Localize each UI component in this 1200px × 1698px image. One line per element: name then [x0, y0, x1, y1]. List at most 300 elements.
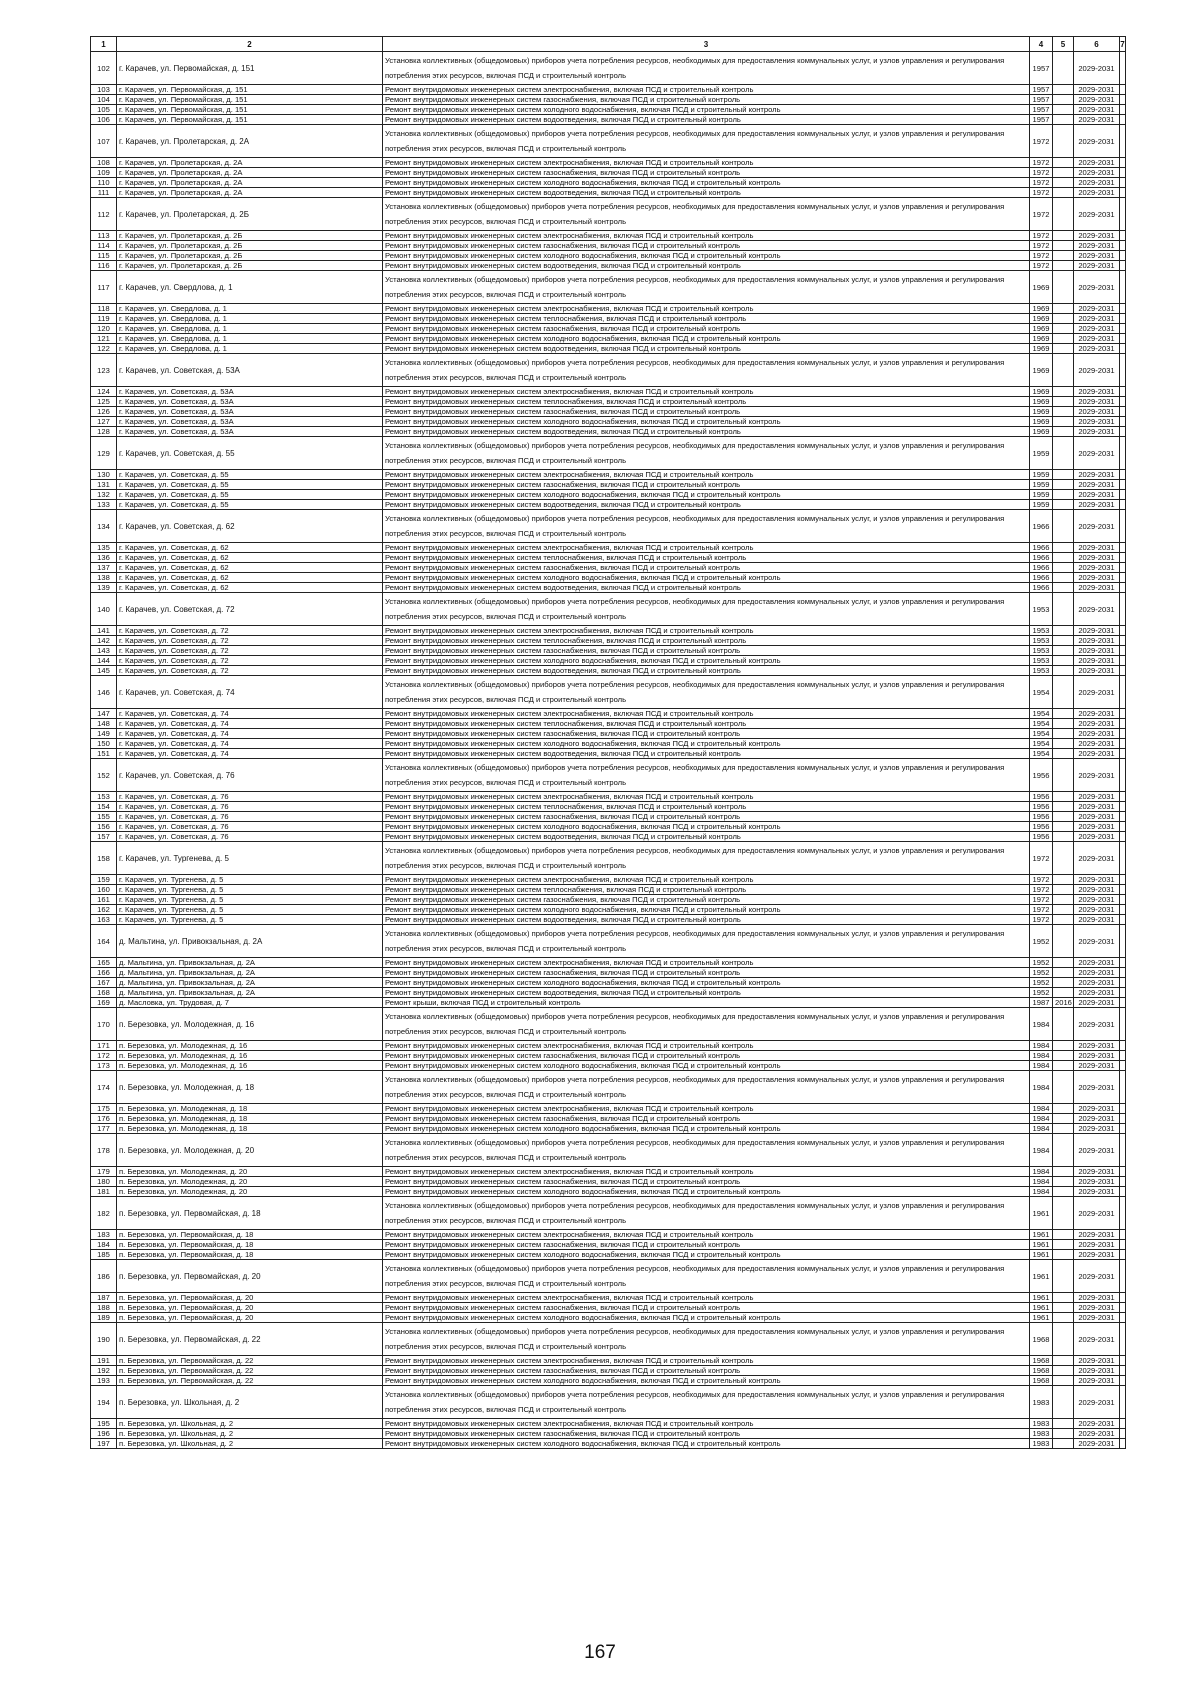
build-year-cell: 1968: [1030, 1356, 1053, 1366]
last-repair-year-cell: [1053, 1008, 1074, 1041]
build-year-cell: 1956: [1030, 802, 1053, 812]
address-cell: г. Карачев, ул. Советская, д. 76: [117, 759, 383, 792]
work-type-cell: Ремонт внутридомовых инженерных систем газоснабжения, включая ПСД и строительный контроль: [383, 1240, 1030, 1250]
row-number: 142: [91, 636, 117, 646]
build-year-cell: 1984: [1030, 1187, 1053, 1197]
empty-cell: [1120, 115, 1126, 125]
build-year-cell: 1961: [1030, 1197, 1053, 1230]
planned-period-cell: 2029-2031: [1074, 832, 1120, 842]
build-year-cell: 1959: [1030, 470, 1053, 480]
build-year-cell: 1969: [1030, 344, 1053, 354]
empty-cell: [1120, 1260, 1126, 1293]
work-type-cell: Ремонт внутридомовых инженерных систем водоотведения, включая ПСД и строительный контроль: [383, 666, 1030, 676]
work-type-cell: Ремонт внутридомовых инженерных систем водоотведения, включая ПСД и строительный контроль: [383, 188, 1030, 198]
table-row: [91, 387, 1126, 397]
address-cell: г. Карачев, ул. Советская, д. 53А: [117, 407, 383, 417]
table-row: [91, 251, 1126, 261]
build-year-cell: 1954: [1030, 749, 1053, 759]
last-repair-year-cell: [1053, 968, 1074, 978]
work-type-cell: Ремонт внутридомовых инженерных систем водоотведения, включая ПСД и строительный контроль: [383, 261, 1030, 271]
empty-cell: [1120, 271, 1126, 304]
table-row: [91, 636, 1126, 646]
empty-cell: [1120, 1230, 1126, 1240]
work-type-cell: Ремонт внутридомовых инженерных систем теплоснабжения, включая ПСД и строительный контроль: [383, 719, 1030, 729]
last-repair-year-cell: [1053, 344, 1074, 354]
empty-cell: [1120, 417, 1126, 427]
last-repair-year-cell: [1053, 324, 1074, 334]
address-cell: г. Карачев, ул. Свердлова, д. 1: [117, 304, 383, 314]
empty-cell: [1120, 1177, 1126, 1187]
work-type-cell: Ремонт внутридомовых инженерных систем теплоснабжения, включая ПСД и строительный контроль: [383, 802, 1030, 812]
planned-period-cell: 2029-2031: [1074, 85, 1120, 95]
last-repair-year-cell: [1053, 304, 1074, 314]
column-number-4: 4: [1030, 37, 1053, 52]
table-row: [91, 178, 1126, 188]
work-type-cell: Ремонт внутридомовых инженерных систем холодного водоснабжения, включая ПСД и строительный контроль: [383, 1250, 1030, 1260]
build-year-cell: 1984: [1030, 1114, 1053, 1124]
address-cell: г. Карачев, ул. Пролетарская, д. 2А: [117, 125, 383, 158]
empty-cell: [1120, 397, 1126, 407]
planned-period-cell: 2029-2031: [1074, 759, 1120, 792]
planned-period-cell: 2029-2031: [1074, 427, 1120, 437]
address-cell: г. Карачев, ул. Советская, д. 53А: [117, 387, 383, 397]
build-year-cell: 1984: [1030, 1104, 1053, 1114]
work-type-cell: Установка коллективных (общедомовых) приборов учета потребления ресурсов, необходимых для предоставления коммунальных услуг, и узлов управления и регулирования потребления этих ресурсов, включая ПСД и строительный контроль: [383, 1386, 1030, 1419]
address-cell: п. Березовка, ул. Молодежная, д. 20: [117, 1177, 383, 1187]
build-year-cell: 1952: [1030, 958, 1053, 968]
empty-cell: [1120, 344, 1126, 354]
work-type-cell: Ремонт внутридомовых инженерных систем холодного водоснабжения, включая ПСД и строительный контроль: [383, 1124, 1030, 1134]
empty-cell: [1120, 1187, 1126, 1197]
row-number: 127: [91, 417, 117, 427]
capital-repair-table: [90, 36, 1126, 1449]
row-number: 182: [91, 1197, 117, 1230]
work-type-cell: Установка коллективных (общедомовых) приборов учета потребления ресурсов, необходимых для предоставления коммунальных услуг, и узлов управления и регулирования потребления этих ресурсов, включая ПСД и строительный контроль: [383, 271, 1030, 304]
address-cell: г. Карачев, ул. Советская, д. 72: [117, 646, 383, 656]
planned-period-cell: 2029-2031: [1074, 988, 1120, 998]
address-cell: г. Карачев, ул. Советская, д. 62: [117, 543, 383, 553]
work-type-cell: Ремонт внутридомовых инженерных систем электроснабжения, включая ПСД и строительный контроль: [383, 543, 1030, 553]
work-type-cell: Установка коллективных (общедомовых) приборов учета потребления ресурсов, необходимых для предоставления коммунальных услуг, и узлов управления и регулирования потребления этих ресурсов, включая ПСД и строительный контроль: [383, 437, 1030, 470]
address-cell: г. Карачев, ул. Советская, д. 72: [117, 656, 383, 666]
empty-cell: [1120, 198, 1126, 231]
table-row: [91, 1124, 1126, 1134]
row-number: 175: [91, 1104, 117, 1114]
work-type-cell: Ремонт внутридомовых инженерных систем газоснабжения, включая ПСД и строительный контроль: [383, 1366, 1030, 1376]
last-repair-year-cell: [1053, 978, 1074, 988]
last-repair-year-cell: [1053, 792, 1074, 802]
table-row: [91, 510, 1126, 543]
last-repair-year-cell: [1053, 1134, 1074, 1167]
address-cell: г. Карачев, ул. Пролетарская, д. 2А: [117, 188, 383, 198]
table-row: [91, 1167, 1126, 1177]
planned-period-cell: 2029-2031: [1074, 573, 1120, 583]
build-year-cell: 1969: [1030, 314, 1053, 324]
build-year-cell: 1966: [1030, 543, 1053, 553]
last-repair-year-cell: [1053, 105, 1074, 115]
planned-period-cell: 2029-2031: [1074, 1366, 1120, 1376]
planned-period-cell: 2029-2031: [1074, 188, 1120, 198]
address-cell: п. Березовка, ул. Молодежная, д. 16: [117, 1061, 383, 1071]
work-type-cell: Ремонт внутридомовых инженерных систем холодного водоснабжения, включая ПСД и строительный контроль: [383, 417, 1030, 427]
empty-cell: [1120, 105, 1126, 115]
build-year-cell: 1966: [1030, 563, 1053, 573]
address-cell: г. Карачев, ул. Советская, д. 76: [117, 792, 383, 802]
table-row: [91, 1230, 1126, 1240]
last-repair-year-cell: [1053, 1303, 1074, 1313]
last-repair-year-cell: [1053, 397, 1074, 407]
table-row: [91, 1419, 1126, 1429]
table-row: [91, 1260, 1126, 1293]
address-cell: п. Березовка, ул. Первомайская, д. 22: [117, 1323, 383, 1356]
planned-period-cell: 2029-2031: [1074, 1419, 1120, 1429]
planned-period-cell: 2029-2031: [1074, 1041, 1120, 1051]
table-row: [91, 978, 1126, 988]
planned-period-cell: 2029-2031: [1074, 1167, 1120, 1177]
work-type-cell: Установка коллективных (общедомовых) приборов учета потребления ресурсов, необходимых для предоставления коммунальных услуг, и узлов управления и регулирования потребления этих ресурсов, включая ПСД и строительный контроль: [383, 125, 1030, 158]
build-year-cell: 1972: [1030, 885, 1053, 895]
table-row: [91, 749, 1126, 759]
last-repair-year-cell: [1053, 314, 1074, 324]
row-number: 169: [91, 998, 117, 1008]
row-number: 146: [91, 676, 117, 709]
build-year-cell: 1961: [1030, 1250, 1053, 1260]
build-year-cell: 1953: [1030, 656, 1053, 666]
last-repair-year-cell: [1053, 198, 1074, 231]
planned-period-cell: 2029-2031: [1074, 1051, 1120, 1061]
work-type-cell: Ремонт внутридомовых инженерных систем холодного водоснабжения, включая ПСД и строительный контроль: [383, 1187, 1030, 1197]
build-year-cell: 1972: [1030, 231, 1053, 241]
table-row: [91, 792, 1126, 802]
build-year-cell: 1966: [1030, 553, 1053, 563]
last-repair-year-cell: [1053, 178, 1074, 188]
empty-cell: [1120, 1197, 1126, 1230]
build-year-cell: 1983: [1030, 1429, 1053, 1439]
last-repair-year-cell: [1053, 885, 1074, 895]
work-type-cell: Ремонт внутридомовых инженерных систем теплоснабжения, включая ПСД и строительный контроль: [383, 314, 1030, 324]
table-row: [91, 1439, 1126, 1449]
row-number: 134: [91, 510, 117, 543]
work-type-cell: Ремонт внутридомовых инженерных систем холодного водоснабжения, включая ПСД и строительный контроль: [383, 1313, 1030, 1323]
table-row: [91, 271, 1126, 304]
planned-period-cell: 2029-2031: [1074, 719, 1120, 729]
row-number: 114: [91, 241, 117, 251]
row-number: 125: [91, 397, 117, 407]
table-row: [91, 915, 1126, 925]
address-cell: г. Карачев, ул. Свердлова, д. 1: [117, 334, 383, 344]
work-type-cell: Ремонт внутридомовых инженерных систем холодного водоснабжения, включая ПСД и строительный контроль: [383, 739, 1030, 749]
work-type-cell: Ремонт внутридомовых инженерных систем газоснабжения, включая ПСД и строительный контроль: [383, 480, 1030, 490]
address-cell: г. Карачев, ул. Свердлова, д. 1: [117, 324, 383, 334]
table-row: [91, 1313, 1126, 1323]
work-type-cell: Ремонт внутридомовых инженерных систем электроснабжения, включая ПСД и строительный контроль: [383, 304, 1030, 314]
empty-cell: [1120, 822, 1126, 832]
row-number: 140: [91, 593, 117, 626]
address-cell: п. Березовка, ул. Первомайская, д. 18: [117, 1230, 383, 1240]
planned-period-cell: 2029-2031: [1074, 115, 1120, 125]
build-year-cell: 1954: [1030, 729, 1053, 739]
table-row: [91, 1197, 1126, 1230]
table-row: [91, 52, 1126, 85]
planned-period-cell: 2029-2031: [1074, 905, 1120, 915]
build-year-cell: 1961: [1030, 1313, 1053, 1323]
table-row: [91, 875, 1126, 885]
address-cell: п. Березовка, ул. Молодежная, д. 16: [117, 1008, 383, 1041]
address-cell: д. Мальтина, ул. Привокзальная, д. 2А: [117, 958, 383, 968]
work-type-cell: Ремонт внутридомовых инженерных систем водоотведения, включая ПСД и строительный контроль: [383, 344, 1030, 354]
table-row: [91, 543, 1126, 553]
row-number: 155: [91, 812, 117, 822]
work-type-cell: Установка коллективных (общедомовых) приборов учета потребления ресурсов, необходимых для предоставления коммунальных услуг, и узлов управления и регулирования потребления этих ресурсов, включая ПСД и строительный контроль: [383, 1260, 1030, 1293]
table-row: [91, 1071, 1126, 1104]
row-number: 180: [91, 1177, 117, 1187]
row-number: 193: [91, 1376, 117, 1386]
build-year-cell: 1959: [1030, 500, 1053, 510]
row-number: 126: [91, 407, 117, 417]
empty-cell: [1120, 1134, 1126, 1167]
table-row: [91, 314, 1126, 324]
last-repair-year-cell: [1053, 656, 1074, 666]
table-row: [91, 324, 1126, 334]
build-year-cell: 1961: [1030, 1260, 1053, 1293]
last-repair-year-cell: [1053, 1187, 1074, 1197]
planned-period-cell: 2029-2031: [1074, 1008, 1120, 1041]
table-row: [91, 998, 1126, 1008]
last-repair-year-cell: [1053, 646, 1074, 656]
build-year-cell: 1966: [1030, 573, 1053, 583]
table-row: [91, 1240, 1126, 1250]
planned-period-cell: 2029-2031: [1074, 437, 1120, 470]
column-number-7: 7: [1120, 37, 1126, 52]
row-number: 117: [91, 271, 117, 304]
planned-period-cell: 2029-2031: [1074, 500, 1120, 510]
table-row: [91, 1293, 1126, 1303]
address-cell: п. Березовка, ул. Первомайская, д. 20: [117, 1313, 383, 1323]
table-row: [91, 583, 1126, 593]
work-type-cell: Ремонт внутридомовых инженерных систем холодного водоснабжения, включая ПСД и строительный контроль: [383, 573, 1030, 583]
address-cell: п. Березовка, ул. Школьная, д. 2: [117, 1429, 383, 1439]
row-number: 181: [91, 1187, 117, 1197]
last-repair-year-cell: [1053, 1114, 1074, 1124]
row-number: 130: [91, 470, 117, 480]
empty-cell: [1120, 988, 1126, 998]
row-number: 159: [91, 875, 117, 885]
last-repair-year-cell: [1053, 1167, 1074, 1177]
empty-cell: [1120, 749, 1126, 759]
row-number: 189: [91, 1313, 117, 1323]
build-year-cell: 1983: [1030, 1439, 1053, 1449]
work-type-cell: Ремонт внутридомовых инженерных систем холодного водоснабжения, включая ПСД и строительный контроль: [383, 1439, 1030, 1449]
empty-cell: [1120, 636, 1126, 646]
table-row: [91, 95, 1126, 105]
build-year-cell: 1968: [1030, 1323, 1053, 1356]
last-repair-year-cell: [1053, 875, 1074, 885]
work-type-cell: Ремонт внутридомовых инженерных систем электроснабжения, включая ПСД и строительный контроль: [383, 1230, 1030, 1240]
build-year-cell: 1983: [1030, 1419, 1053, 1429]
empty-cell: [1120, 1303, 1126, 1313]
empty-cell: [1120, 593, 1126, 626]
address-cell: г. Карачев, ул. Пролетарская, д. 2А: [117, 158, 383, 168]
planned-period-cell: 2029-2031: [1074, 729, 1120, 739]
work-type-cell: Установка коллективных (общедомовых) приборов учета потребления ресурсов, необходимых для предоставления коммунальных услуг, и узлов управления и регулирования потребления этих ресурсов, включая ПСД и строительный контроль: [383, 510, 1030, 543]
planned-period-cell: 2029-2031: [1074, 563, 1120, 573]
empty-cell: [1120, 407, 1126, 417]
build-year-cell: 1966: [1030, 510, 1053, 543]
address-cell: д. Мальтина, ул. Привокзальная, д. 2А: [117, 968, 383, 978]
empty-cell: [1120, 583, 1126, 593]
last-repair-year-cell: [1053, 988, 1074, 998]
table-row: [91, 842, 1126, 875]
last-repair-year-cell: [1053, 563, 1074, 573]
table-row: [91, 470, 1126, 480]
last-repair-year-cell: [1053, 251, 1074, 261]
row-number: 148: [91, 719, 117, 729]
last-repair-year-cell: [1053, 802, 1074, 812]
empty-cell: [1120, 1323, 1126, 1356]
work-type-cell: Ремонт внутридомовых инженерных систем электроснабжения, включая ПСД и строительный контроль: [383, 626, 1030, 636]
build-year-cell: 1969: [1030, 427, 1053, 437]
row-number: 105: [91, 105, 117, 115]
work-type-cell: Ремонт внутридомовых инженерных систем электроснабжения, включая ПСД и строительный контроль: [383, 1293, 1030, 1303]
empty-cell: [1120, 1419, 1126, 1429]
empty-cell: [1120, 905, 1126, 915]
planned-period-cell: 2029-2031: [1074, 656, 1120, 666]
table-row: [91, 1134, 1126, 1167]
build-year-cell: 1969: [1030, 387, 1053, 397]
table-row: [91, 1104, 1126, 1114]
work-type-cell: Ремонт внутридомовых инженерных систем газоснабжения, включая ПСД и строительный контроль: [383, 1114, 1030, 1124]
last-repair-year-cell: [1053, 666, 1074, 676]
work-type-cell: Ремонт внутридомовых инженерных систем электроснабжения, включая ПСД и строительный контроль: [383, 1167, 1030, 1177]
table-row: [91, 1177, 1126, 1187]
build-year-cell: 1957: [1030, 85, 1053, 95]
last-repair-year-cell: [1053, 241, 1074, 251]
empty-cell: [1120, 676, 1126, 709]
last-repair-year-cell: [1053, 1260, 1074, 1293]
row-number: 197: [91, 1439, 117, 1449]
table-row: [91, 1041, 1126, 1051]
address-cell: п. Березовка, ул. Школьная, д. 2: [117, 1419, 383, 1429]
planned-period-cell: 2029-2031: [1074, 105, 1120, 115]
address-cell: г. Карачев, ул. Советская, д. 62: [117, 510, 383, 543]
empty-cell: [1120, 231, 1126, 241]
build-year-cell: 1984: [1030, 1051, 1053, 1061]
work-type-cell: Ремонт внутридомовых инженерных систем газоснабжения, включая ПСД и строительный контроль: [383, 324, 1030, 334]
table-row: [91, 334, 1126, 344]
build-year-cell: 1954: [1030, 739, 1053, 749]
work-type-cell: Ремонт внутридомовых инженерных систем газоснабжения, включая ПСД и строительный контроль: [383, 168, 1030, 178]
build-year-cell: 1969: [1030, 417, 1053, 427]
empty-cell: [1120, 1293, 1126, 1303]
empty-cell: [1120, 925, 1126, 958]
address-cell: г. Карачев, ул. Советская, д. 74: [117, 729, 383, 739]
address-cell: г. Карачев, ул. Первомайская, д. 151: [117, 52, 383, 85]
empty-cell: [1120, 1061, 1126, 1071]
work-type-cell: Ремонт внутридомовых инженерных систем водоотведения, включая ПСД и строительный контроль: [383, 500, 1030, 510]
address-cell: п. Березовка, ул. Молодежная, д. 20: [117, 1134, 383, 1167]
table-row: [91, 1114, 1126, 1124]
build-year-cell: 1956: [1030, 812, 1053, 822]
address-cell: п. Березовка, ул. Первомайская, д. 18: [117, 1197, 383, 1230]
build-year-cell: 1972: [1030, 915, 1053, 925]
row-number: 120: [91, 324, 117, 334]
empty-cell: [1120, 812, 1126, 822]
planned-period-cell: 2029-2031: [1074, 178, 1120, 188]
work-type-cell: Ремонт внутридомовых инженерных систем электроснабжения, включая ПСД и строительный контроль: [383, 387, 1030, 397]
last-repair-year-cell: [1053, 759, 1074, 792]
last-repair-year-cell: [1053, 1071, 1074, 1104]
planned-period-cell: 2029-2031: [1074, 1439, 1120, 1449]
last-repair-year-cell: [1053, 510, 1074, 543]
address-cell: г. Карачев, ул. Пролетарская, д. 2А: [117, 178, 383, 188]
last-repair-year-cell: [1053, 709, 1074, 719]
table-row: [91, 158, 1126, 168]
work-type-cell: Ремонт внутридомовых инженерных систем газоснабжения, включая ПСД и строительный контроль: [383, 895, 1030, 905]
table-row: [91, 563, 1126, 573]
last-repair-year-cell: [1053, 261, 1074, 271]
row-number: 147: [91, 709, 117, 719]
empty-cell: [1120, 95, 1126, 105]
build-year-cell: 1966: [1030, 583, 1053, 593]
table-row: [91, 344, 1126, 354]
empty-cell: [1120, 178, 1126, 188]
row-number: 156: [91, 822, 117, 832]
planned-period-cell: 2029-2031: [1074, 354, 1120, 387]
planned-period-cell: 2029-2031: [1074, 1260, 1120, 1293]
last-repair-year-cell: [1053, 1124, 1074, 1134]
address-cell: г. Карачев, ул. Советская, д. 76: [117, 822, 383, 832]
column-number-5: 5: [1053, 37, 1074, 52]
row-number: 108: [91, 158, 117, 168]
address-cell: г. Карачев, ул. Советская, д. 55: [117, 470, 383, 480]
row-number: 132: [91, 490, 117, 500]
address-cell: п. Березовка, ул. Молодежная, д. 16: [117, 1041, 383, 1051]
empty-cell: [1120, 510, 1126, 543]
planned-period-cell: 2029-2031: [1074, 510, 1120, 543]
work-type-cell: Установка коллективных (общедомовых) приборов учета потребления ресурсов, необходимых для предоставления коммунальных услуг, и узлов управления и регулирования потребления этих ресурсов, включая ПСД и строительный контроль: [383, 52, 1030, 85]
address-cell: г. Карачев, ул. Советская, д. 53А: [117, 354, 383, 387]
planned-period-cell: 2029-2031: [1074, 344, 1120, 354]
build-year-cell: 1969: [1030, 324, 1053, 334]
planned-period-cell: 2029-2031: [1074, 158, 1120, 168]
last-repair-year-cell: [1053, 1376, 1074, 1386]
empty-cell: [1120, 1071, 1126, 1104]
table-row: [91, 729, 1126, 739]
row-number: 152: [91, 759, 117, 792]
planned-period-cell: 2029-2031: [1074, 1104, 1120, 1114]
work-type-cell: Ремонт внутридомовых инженерных систем газоснабжения, включая ПСД и строительный контроль: [383, 95, 1030, 105]
table-row: [91, 925, 1126, 958]
build-year-cell: 1972: [1030, 125, 1053, 158]
build-year-cell: 1952: [1030, 968, 1053, 978]
work-type-cell: Ремонт крыши, включая ПСД и строительный контроль: [383, 998, 1030, 1008]
empty-cell: [1120, 1429, 1126, 1439]
work-type-cell: Ремонт внутридомовых инженерных систем электроснабжения, включая ПСД и строительный контроль: [383, 1041, 1030, 1051]
planned-period-cell: 2029-2031: [1074, 407, 1120, 417]
empty-cell: [1120, 709, 1126, 719]
build-year-cell: 1957: [1030, 95, 1053, 105]
address-cell: п. Березовка, ул. Молодежная, д. 16: [117, 1051, 383, 1061]
table-row: [91, 1323, 1126, 1356]
planned-period-cell: 2029-2031: [1074, 895, 1120, 905]
work-type-cell: Ремонт внутридомовых инженерных систем холодного водоснабжения, включая ПСД и строительный контроль: [383, 251, 1030, 261]
last-repair-year-cell: [1053, 1386, 1074, 1419]
row-number: 138: [91, 573, 117, 583]
work-type-cell: Установка коллективных (общедомовых) приборов учета потребления ресурсов, необходимых для предоставления коммунальных услуг, и узлов управления и регулирования потребления этих ресурсов, включая ПСД и строительный контроль: [383, 1323, 1030, 1356]
address-cell: г. Карачев, ул. Советская, д. 76: [117, 802, 383, 812]
work-type-cell: Ремонт внутридомовых инженерных систем электроснабжения, включая ПСД и строительный контроль: [383, 1104, 1030, 1114]
last-repair-year-cell: [1053, 407, 1074, 417]
